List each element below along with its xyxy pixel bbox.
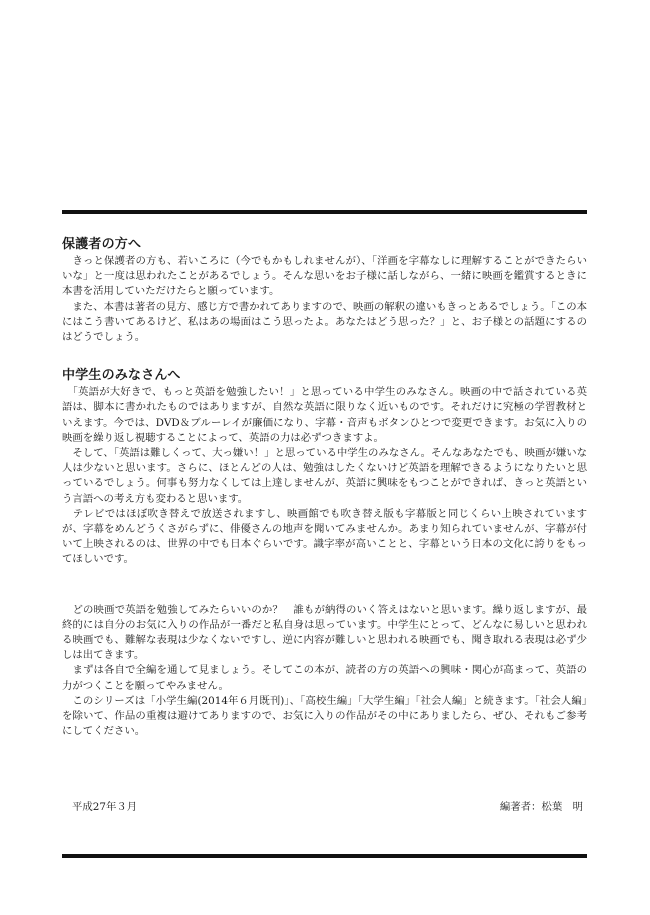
closing-section xyxy=(62,603,587,740)
guardians-heading: 保護者の方へ xyxy=(62,237,142,252)
paragraph: まずは各自で全編を通して見ましょう。そしてこの本が、読者の方の英語への興味・関心が高まって、英語の力がつくことを願ってやみません。 xyxy=(62,664,587,692)
signature-footer xyxy=(62,800,587,814)
students-heading: 中学生のみなさんへ xyxy=(62,368,181,384)
paragraph: そして、「英語は難しくって、大っ嫌い！」と思っている中学生のみなさん。そんなあなたでも、映画が嫌いな人は少ないと思います。さらに、ほとんどの人は、勉強はしたくないけど英語を理解できるようになりたいと思っているでしょう。何事も努力なくしては上達しませんが、英語に興味をもつことができれば、きっと英語という言語への考え方も変わると思います。 xyxy=(62,447,587,505)
paragraph: このシリーズは「小学生編(2014年６月既刊)」、「高校生編」「大学生編」「社会人編」と続きます。「社会人編」を除いて、作品の重複は避けてありますので、お気に入りの作品がその中にありましたら、ぜひ、それもご参考にしてください。 xyxy=(62,694,587,738)
top-rule xyxy=(62,210,587,214)
editor-credit: 編著者：松葉 明 xyxy=(499,801,583,813)
paragraph: また、本書は著者の見方、感じ方で書かれてありますので、映画の解釈の違いもきっとあるでしょう。「この本にはこう書いてあるけど、私はあの場面はこう思ったよ。あなたはどう思った？」と、お子様との話題にするのはどうでしょう。 xyxy=(62,300,587,344)
guardians-section xyxy=(62,236,587,345)
paragraph: きっと保護者の方も、若いころに（今でもかもしれませんが）、「洋画を字幕なしに理解することができたらいいな」と一度は思われたことがあるでしょう。そんな思いをお子様に話しながら、一緒に映画を鑑賞するときに本書を活用していただけたらと願っています。 xyxy=(62,255,587,298)
paragraph: 「英語が大好きで、もっと英語を勉強したい！」と思っている中学生のみなさん。映画の中で話されている英語は、脚本に書かれたものではありますが、自然な英語に限りなく近いものです。それだけに究極の学習教材といえます。今では、DVD＆ブルーレイが廉価になり、字幕・音声もボタンひとつで変更できます。お気に入りの映画を繰り返し視聴することによって、英語の力は必ずつきますよ。 xyxy=(62,386,587,444)
preface-body xyxy=(62,236,587,739)
paragraph: どの映画で英語を勉強してみたらいいのか？ 誰もが納得のいく答えはないと思います。繰り返しますが、最終的には自分のお気に入りの作品が一番だと私自身は思っています。中学生にとって、どんなに易しいと思われる映画でも、難解な表現は少なくないですし、逆に内容が難しいと思われる映画でも、聞き取れる表現は必ず少しは出てきます。 xyxy=(62,603,587,662)
date-text: 平成27年３月 xyxy=(72,801,138,813)
paragraph: テレビではほぼ吹き替えで放送されますし、映画館でも吹き替え版も字幕版と同じくらい上映されていますが、字幕をめんどうくさがらずに、俳優さんの地声を聞いてみませんか。あまり知られていませんが、字幕が付いて上映されるのは、世界の中でも日本ぐらいです。識字率が高いことと、字幕という日本の文化に誇りをもってほしいです。 xyxy=(62,507,587,566)
students-section xyxy=(62,367,587,567)
bottom-rule xyxy=(62,854,587,858)
